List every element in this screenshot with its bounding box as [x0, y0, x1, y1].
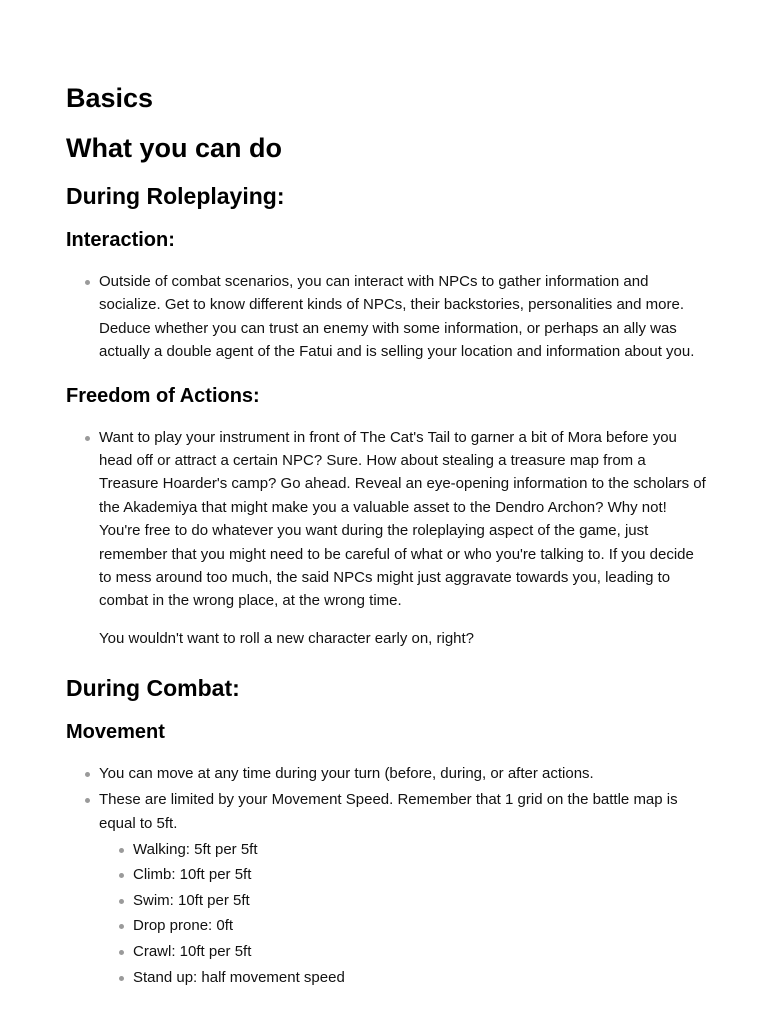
heading-movement: Movement	[66, 720, 165, 743]
sublist-item: Walking: 5ft per 5ft	[99, 838, 708, 861]
heading-during-combat: During Combat:	[66, 674, 240, 701]
sublist-item: Drop prone: 0ft	[99, 914, 708, 937]
movement-list	[66, 762, 708, 989]
list-item: Want to play your instrument in front of The Cat's Tail to garner a bit of Mora before you head off or attract a certain NPC? Sure. How about stealing a treasure map from a Treasure Hoarder's camp? Go ahead. Reveal an eye-opening information to the scholars of the Akademiya that might make you a valuable asset to the Dendro Archon? Why not! You're free to do whatever you want during the roleplaying aspect of the game, just remember that you might need to be careful of what or who you're talking to. If you decide to mess around too much, the said NPCs might just aggravate towards you, leading to combat in the wrong place, at the wrong time.	[66, 426, 708, 613]
list-item	[66, 788, 708, 988]
sublist-item: Stand up: half movement speed	[99, 966, 708, 989]
sublist-item: Climb: 10ft per 5ft	[99, 863, 708, 886]
freedom-followup-text: You wouldn't want to roll a new character early on, right?	[99, 629, 475, 647]
heading-basics: Basics	[66, 83, 154, 113]
interaction-list	[66, 270, 708, 364]
heading-interaction: Interaction:	[66, 229, 175, 251]
list-item: Outside of combat scenarios, you can interact with NPCs to gather information and socialize. Get to know different kinds of NPCs, their backstories, personalities and more. Deduce whether you can trust an enemy with some information, or perhaps an ally was actually a double agent of the Fatui and is selling your location and information about you.	[66, 270, 708, 364]
heading-what-you-can-do: What you can do	[66, 133, 282, 163]
movement-sublist	[99, 838, 708, 989]
heading-freedom-of-actions: Freedom of Actions:	[66, 384, 260, 407]
list-item: You can move at any time during your turn (before, during, or after actions.	[66, 762, 708, 785]
sublist-item: Swim: 10ft per 5ft	[99, 889, 708, 912]
heading-during-roleplaying: During Roleplaying:	[66, 183, 285, 209]
list-item-text: These are limited by your Movement Speed. Remember that 1 grid on the battle map is equal to 5ft.	[99, 791, 678, 832]
freedom-list	[66, 426, 708, 613]
sublist-item: Crawl: 10ft per 5ft	[99, 940, 708, 963]
